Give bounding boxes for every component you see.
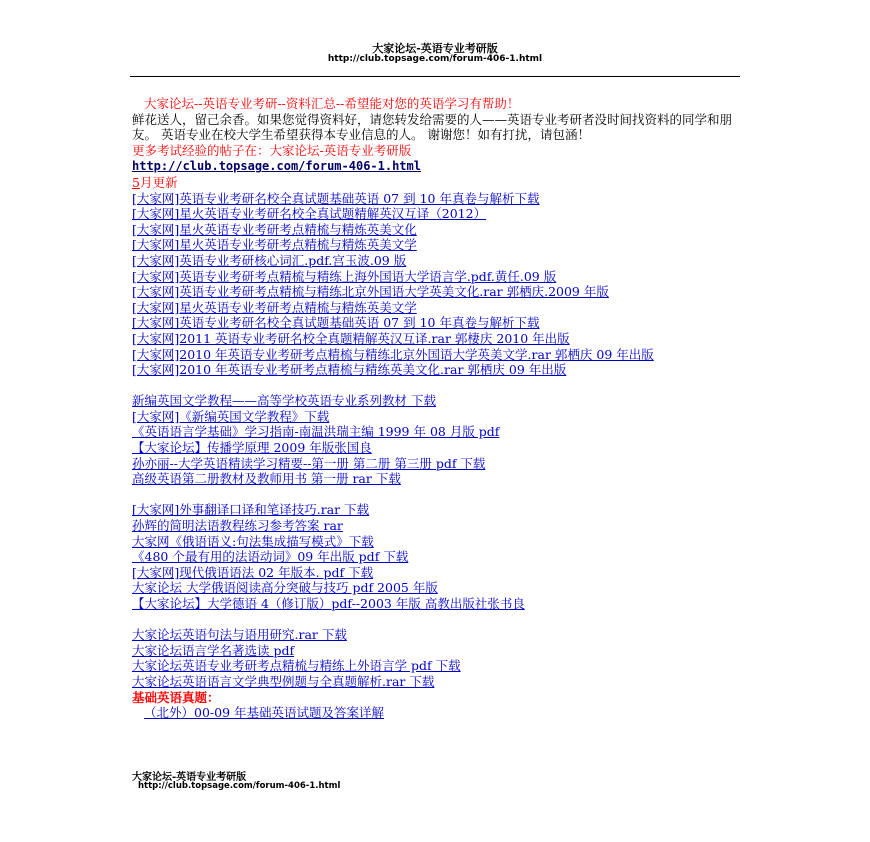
resource-link[interactable]: [大家网]星火英语专业考研名校全真试题精解英汉互译（2012）: [132, 206, 487, 222]
document-body: [132, 96, 744, 721]
header-url[interactable]: http://club.topsage.com/forum-406-1.html: [327, 54, 543, 64]
group-3-list: [132, 502, 744, 611]
resource-link[interactable]: （北外）00-09 年基础英语试题及答案详解: [144, 705, 385, 721]
resource-link[interactable]: 新编英国文学教程——高等学校英语专业系列教材 下载: [132, 393, 436, 409]
resource-link[interactable]: 大家论坛英语语言文学典型例题与全真题解析.rar 下载: [132, 673, 435, 689]
spacer: [132, 487, 744, 503]
footer-title: 大家论坛-英语专业考研版: [132, 772, 247, 783]
resource-link[interactable]: [大家网]英语专业考研核心词汇.pdf.宫玉波.09 版: [132, 252, 407, 268]
resource-link[interactable]: 【大家论坛】传播学原理 2009 年版张国良: [132, 440, 372, 456]
resource-link[interactable]: 大家论坛语言学名著选读 pdf: [132, 642, 295, 658]
resource-link[interactable]: [大家网]星火英语专业考研考点精梳与精炼英美文化: [132, 221, 417, 237]
resource-link[interactable]: [大家网]《新编英国文学教程》下载: [132, 408, 330, 424]
resource-link[interactable]: 大家网《俄语语义:句法集成描写模式》下载: [132, 533, 374, 549]
spacer: [132, 378, 744, 394]
resource-link[interactable]: 大家论坛 大学俄语阅读高分突破与技巧 pdf 2005 年版: [132, 580, 438, 596]
resource-link[interactable]: 大家论坛英语专业考研考点精梳与精练上外语言学 pdf 下载: [132, 658, 461, 674]
intro-banner: 大家论坛--英语专业考研--资料汇总--希望能对您的英语学习有帮助！: [144, 96, 520, 111]
resource-link[interactable]: [大家网]2010 年英语专业考研考点精梳与精练英美文化.rar 郭栖庆 09 年出版: [132, 362, 567, 378]
group-1-list: [132, 191, 744, 378]
group-2-list: [132, 393, 744, 487]
resource-link[interactable]: [大家网]英语专业考研考点精梳与精练北京外国语大学英美文化.rar 郭栖庆.2009 年版: [132, 284, 609, 300]
resource-link[interactable]: 【大家论坛】大学德语 4（修订版）pdf--2003 年版 高教出版社张书良: [132, 596, 525, 611]
resource-link[interactable]: [大家网]英语专业考研考点精梳与精练上海外国语大学语言学.pdf.黄任.09 版: [132, 268, 557, 284]
resource-link[interactable]: 孙亦丽--大学英语精读学习精要--第一册 第二册 第三册 pdf 下载: [132, 455, 486, 471]
forum-link[interactable]: http://club.topsage.com/forum-406-1.html: [132, 159, 421, 174]
header-title: 大家论坛-英语专业考研版: [372, 42, 498, 55]
resource-link[interactable]: 孙辉的简明法语教程练习参考答案 rar: [132, 518, 343, 534]
update-note: [132, 175, 744, 191]
spacer: [132, 612, 744, 628]
header-divider: [130, 76, 740, 77]
resource-link[interactable]: [大家网]英语专业考研名校全真试题基础英语 07 到 10 年真卷与解析下载: [132, 315, 540, 331]
update-month: 5: [132, 174, 140, 190]
resource-link[interactable]: [大家网]外事翻译口译和笔译技巧.rar 下载: [132, 502, 370, 518]
resource-link[interactable]: [大家网]英语专业考研名校全真试题基础英语 07 到 10 年真卷与解析下载: [132, 190, 540, 206]
resource-link[interactable]: [大家网]星火英语专业考研考点精梳与精炼英美文学: [132, 237, 417, 253]
resource-link[interactable]: [大家网]现代俄语语法 02 年版本. pdf 下载: [132, 564, 374, 580]
resource-link[interactable]: 《英语语言学基础》学习指南-南温洪瑞主编 1999 年 08 月版 pdf: [132, 424, 500, 440]
group-4-list: [132, 627, 744, 689]
resource-link[interactable]: [大家网]2010 年英语专业考研考点精梳与精练北京外国语大学英美文学.rar 郭栖庆 09 年出版: [132, 346, 654, 362]
basic-english-heading: 基础英语真题：: [132, 689, 220, 705]
intro-paragraph: 鲜花送人，留己余香。如果您觉得资料好，请您转发给需要的人——英语专业考研者没时间找资料的同学和朋友。 英语专业在校大学生希望获得本专业信息的人。 谢谢您！如有打扰，请包涵！: [132, 111, 733, 143]
resource-link[interactable]: [大家网]星火英语专业考研考点精梳与精炼英美文学: [132, 299, 417, 315]
more-posts-note: 更多考试经验的帖子在：大家论坛-英语专业考研版: [132, 142, 412, 158]
resource-link[interactable]: 高级英语第二册教材及教师用书 第一册 rar 下载: [132, 471, 401, 487]
resource-link[interactable]: 大家论坛英语句法与语用研究.rar 下载: [132, 627, 347, 643]
update-label: 月更新: [139, 174, 178, 190]
footer-url[interactable]: http://club.topsage.com/forum-406-1.html: [138, 781, 341, 791]
resource-link[interactable]: [大家网]2011 英语专业考研名校全真题精解英汉互译.rar 郭棲庆 2010 年出版: [132, 330, 570, 346]
resource-link[interactable]: 《480 个最有用的法语动词》09 年出版 pdf 下载: [132, 549, 409, 565]
